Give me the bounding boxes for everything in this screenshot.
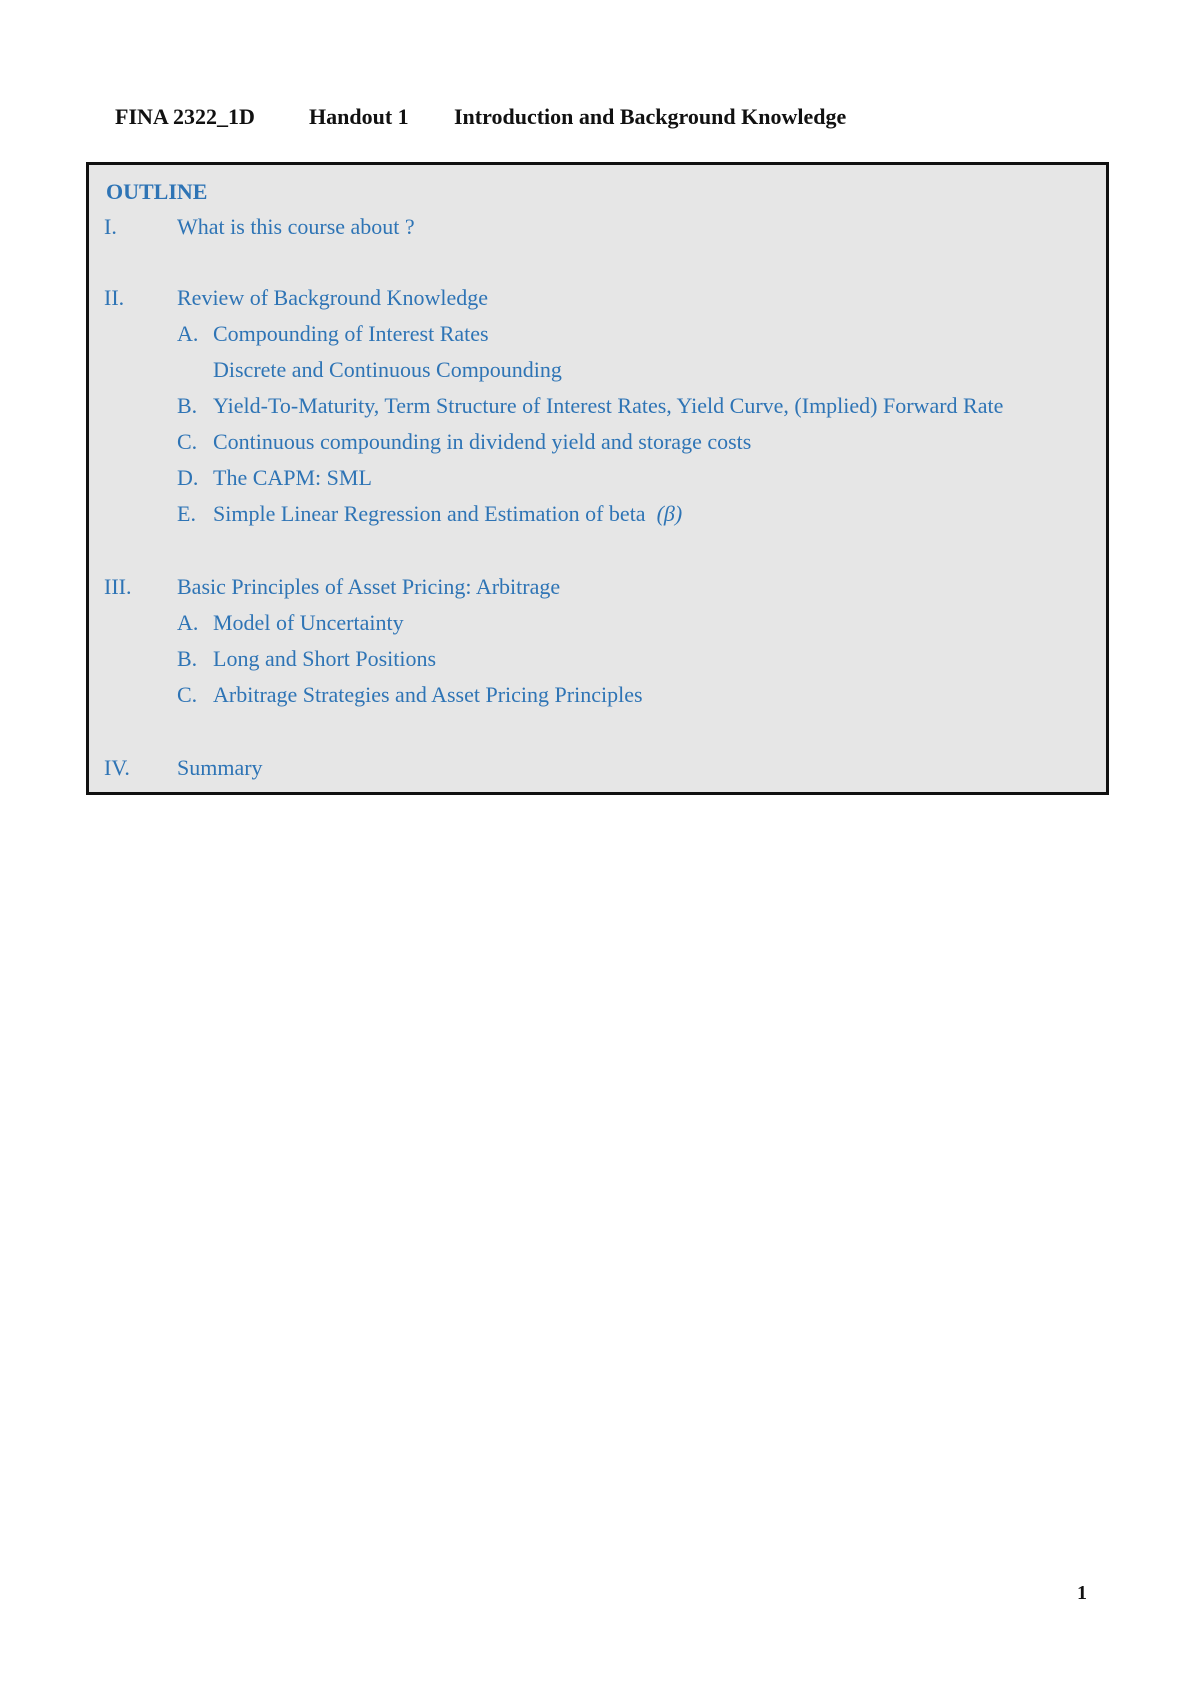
item-letter: B.: [177, 646, 198, 671]
section-numeral: III.: [104, 574, 132, 599]
item-label: Yield-To-Maturity, Term Structure of Interest Rates, Yield Curve, (Implied) Forward Rate: [213, 393, 1004, 418]
section-numeral: IV.: [104, 755, 130, 780]
outline-title: OUTLINE: [106, 179, 208, 204]
handout-title: Introduction and Background Knowledge: [454, 104, 847, 129]
section-label: Basic Principles of Asset Pricing: Arbitrage: [177, 574, 561, 599]
item-label: Simple Linear Regression and Estimation of beta: [213, 501, 646, 526]
item-sub-label: Discrete and Continuous Compounding: [213, 357, 562, 382]
item-letter: C.: [177, 429, 198, 454]
page-number: 1: [1077, 1582, 1087, 1604]
section-numeral: II.: [104, 285, 125, 310]
page-header: [115, 104, 846, 130]
section-label: What is this course about ?: [177, 214, 415, 239]
outline-box: [86, 162, 1109, 795]
item-letter: E.: [177, 501, 196, 526]
item-letter: B.: [177, 393, 198, 418]
item-label: The CAPM: SML: [213, 465, 372, 490]
section-label: Summary: [177, 755, 263, 780]
section-numeral: I.: [104, 214, 117, 239]
item-label: Continuous compounding in dividend yield and storage costs: [213, 429, 752, 454]
item-letter: D.: [177, 465, 199, 490]
item-label: Compounding of Interest Rates: [213, 321, 489, 346]
item-label-group: [213, 501, 682, 527]
course-code: FINA 2322_1D: [115, 104, 255, 129]
handout-number: Handout 1: [309, 104, 409, 129]
section-label: Review of Background Knowledge: [177, 285, 488, 310]
item-letter: A.: [177, 321, 199, 346]
beta-symbol: (β): [656, 501, 683, 526]
item-letter: A.: [177, 610, 199, 635]
item-letter: C.: [177, 682, 198, 707]
item-label: Arbitrage Strategies and Asset Pricing Principles: [213, 682, 643, 707]
item-label: Long and Short Positions: [213, 646, 437, 671]
item-label: Model of Uncertainty: [213, 610, 404, 635]
